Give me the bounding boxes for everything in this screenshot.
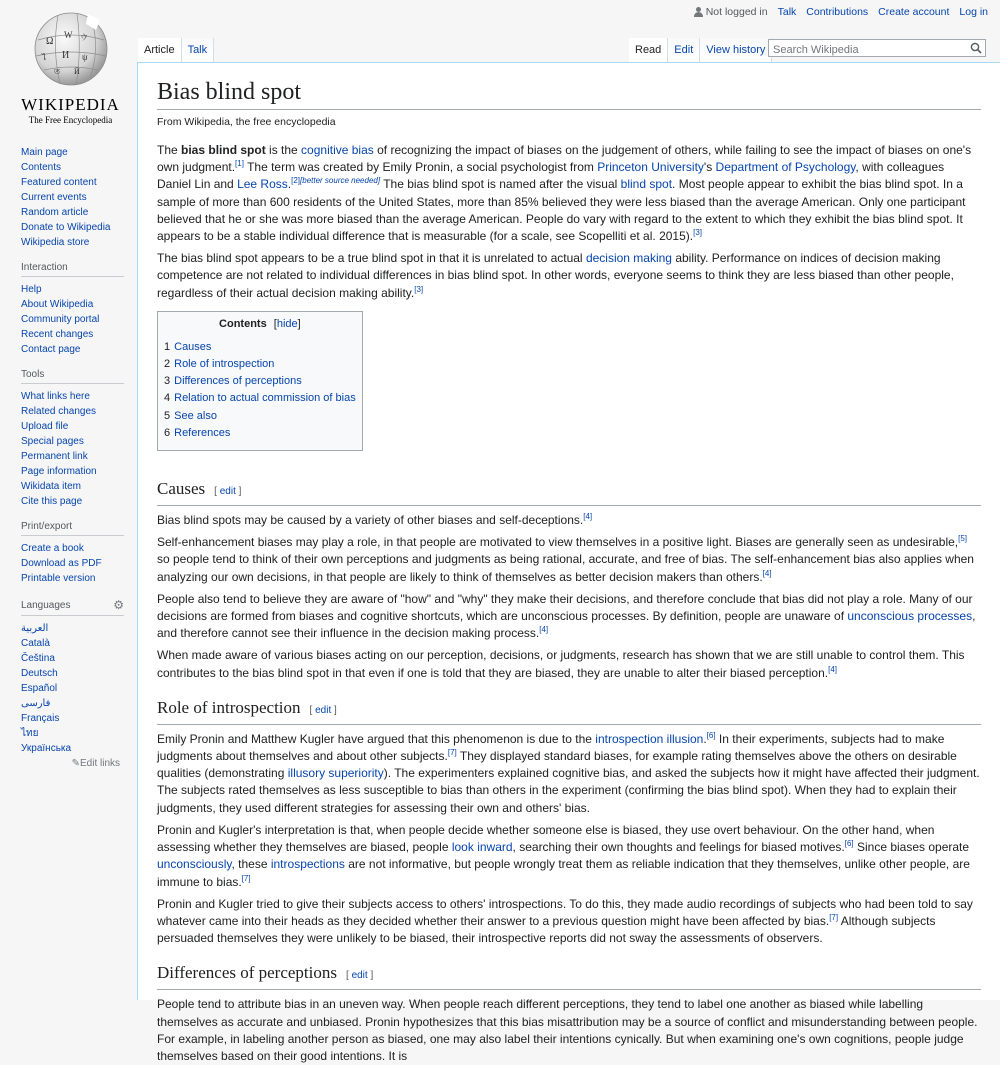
ref-2[interactable]: [2] bbox=[291, 176, 301, 186]
ref-3[interactable]: [3] bbox=[414, 284, 424, 294]
article-content bbox=[137, 62, 1000, 1063]
sidebar-item-lang-de[interactable]: Deutsch bbox=[21, 668, 58, 679]
toc-hide-toggle[interactable]: hide bbox=[276, 317, 298, 330]
svg-text:ত: ত bbox=[53, 67, 60, 76]
sidebar-item-featured-content[interactable]: Featured content bbox=[21, 177, 97, 188]
wikipedia-tagline: The Free Encyclopedia bbox=[28, 115, 113, 125]
causes-paragraph-2: Self-enhancement biases may play a role, in that people are motivated to view themselves in a positive light. Biases are generally seen as undesirable,[5] so people tend to think of their own perceptions and judgments as being rational, accurate, and free of bias. The self-enhancement bias also applies when analyzing our own decisions, in that people are likely to think of themselves as better decision makers than others.[4] bbox=[157, 534, 974, 584]
search-input[interactable] bbox=[771, 43, 965, 57]
tab-talk[interactable] bbox=[182, 38, 215, 62]
ref-7[interactable]: [7] bbox=[447, 748, 457, 758]
sidebar-item-about-wikipedia[interactable]: About Wikipedia bbox=[21, 299, 94, 310]
talk-link[interactable]: Talk bbox=[777, 6, 797, 18]
introspection-paragraph-1: Emily Pronin and Matthew Kugler have argued that this phenomenon is due to the introspection illusion.[6] In their experiments, subjects had to make judgments about themselves and about other subjects.[7] They displayed standard biases, for example rating themselves above the others on desirable qualities (demonstrating illusory superiority). The experimenters explained cognitive bias, and asked the subjects how it might have affected their judgment. The subjects rated themselves as less susceptible to bias than others in the experiment (confirming the bias blind spot). When they had to explain their judgments, they used different strategies for assessing their own and others' bias. bbox=[157, 730, 980, 815]
tab-talk-label: Talk bbox=[187, 44, 208, 56]
sidebar-item-related-changes[interactable]: Related changes bbox=[21, 406, 97, 417]
log-in-link[interactable]: Log in bbox=[959, 6, 988, 18]
ref-5[interactable]: [5] bbox=[958, 534, 968, 544]
sidebar-item-cite-this-page[interactable]: Cite this page bbox=[21, 496, 83, 507]
ref-4[interactable]: [4] bbox=[828, 664, 837, 674]
sidebar-item-upload-file[interactable]: Upload file bbox=[21, 421, 69, 432]
sidebar-item-wikidata-item[interactable]: Wikidata item bbox=[21, 481, 82, 492]
sidebar-item-lang-uk[interactable]: Українська bbox=[21, 743, 72, 754]
tab-edit[interactable] bbox=[668, 38, 700, 62]
ref-4[interactable]: [4] bbox=[583, 512, 593, 522]
interaction-portal bbox=[21, 262, 124, 357]
sidebar-item-lang-th[interactable]: ไทย bbox=[21, 728, 39, 739]
toc-item-see-also[interactable]: 5 See also bbox=[164, 409, 217, 422]
link-unconscious-processes[interactable]: unconscious processes bbox=[847, 609, 973, 624]
sidebar-item-contents[interactable]: Contents bbox=[21, 162, 62, 173]
sidebar-item-lang-ar[interactable]: العربية bbox=[21, 623, 49, 634]
link-introspection-illusion[interactable]: introspection illusion bbox=[595, 731, 704, 746]
introspection-paragraph-3: Pronin and Kugler tried to give their subjects access to others' introspections. To do this, they made audio recordings of subjects who had been told to say whatever came into their heads as they decided whether their answer to a previous question might have been affected by bias.[7] Although subjects persuaded themselves they were unlikely to be biased, their introspective reports did not sway the assessments of observers. bbox=[157, 896, 973, 946]
sidebar-item-lang-fr[interactable]: Français bbox=[21, 713, 60, 724]
print-export-portal bbox=[21, 521, 124, 586]
section-heading-causes: Causes [ edit ] bbox=[157, 477, 981, 506]
tab-read[interactable] bbox=[629, 38, 668, 62]
link-decision-making[interactable]: decision making bbox=[585, 251, 672, 266]
svg-text:Й: Й bbox=[73, 67, 80, 76]
link-cognitive-bias[interactable]: cognitive bias bbox=[301, 143, 374, 157]
toc-item-relation-to-bias[interactable]: 4 Relation to actual commission of bias bbox=[164, 392, 356, 405]
languages-heading-label: Languages bbox=[21, 599, 71, 611]
ref-4[interactable]: [4] bbox=[762, 568, 772, 578]
svg-text:И: И bbox=[61, 50, 69, 61]
ref-7[interactable]: [7] bbox=[829, 912, 839, 922]
edit-links-label: Edit links bbox=[79, 758, 120, 769]
print-export-heading: Print/export bbox=[21, 521, 124, 536]
sidebar-item-special-pages[interactable]: Special pages bbox=[21, 436, 84, 447]
ref-1[interactable]: [1] bbox=[235, 159, 244, 169]
causes-paragraph-4: When made aware of various biases acting on our perception, decisions, or judgments, research has shown that we are still unable to control them. This contributes to the bias blind spot in that even if one is told that they are biased, they are unable to alter their biased perception.[4] bbox=[157, 648, 965, 680]
personal-tools bbox=[694, 6, 988, 18]
link-department-of-psychology[interactable]: Department of Psychology bbox=[715, 160, 856, 175]
create-account-link[interactable]: Create account bbox=[878, 6, 950, 18]
not-logged-in-label: Not logged in bbox=[705, 6, 768, 18]
table-of-contents bbox=[157, 311, 363, 451]
ref-3[interactable]: [3] bbox=[693, 228, 702, 238]
interaction-heading: Interaction bbox=[21, 262, 124, 277]
link-princeton-university[interactable]: Princeton University bbox=[597, 160, 704, 175]
sidebar-item-wikipedia-store[interactable]: Wikipedia store bbox=[21, 237, 90, 248]
puzzle-globe-icon bbox=[30, 10, 112, 88]
sidebar-item-random-article[interactable]: Random article bbox=[21, 207, 89, 218]
sidebar-item-lang-cs[interactable]: Čeština bbox=[21, 653, 55, 664]
gear-icon[interactable]: ⚙ bbox=[113, 598, 124, 612]
causes-paragraph-3: People also tend to believe they are aware of "how" and "why" they make their decisions, and therefore conclude that bias did not play a role. Many of our decisions are formed from biases and cognitive shortcuts, which are unconscious processes. By definition, people are unaware of unconscious processes, and therefore cannot see their influence in the decision making process.[4] bbox=[157, 591, 976, 641]
sidebar-item-printable-version[interactable]: Printable version bbox=[21, 573, 96, 584]
search-box bbox=[768, 39, 986, 57]
tab-view-history-label: View history bbox=[706, 44, 766, 56]
sidebar-item-what-links-here[interactable]: What links here bbox=[21, 391, 90, 402]
languages-heading bbox=[21, 598, 124, 616]
languages-portal bbox=[21, 598, 124, 769]
user-icon bbox=[694, 7, 703, 17]
better-source-needed[interactable]: [better source needed] bbox=[300, 176, 381, 186]
sidebar-item-create-a-book[interactable]: Create a book bbox=[21, 543, 84, 554]
sidebar-item-community-portal[interactable]: Community portal bbox=[21, 314, 100, 325]
wikipedia-logo[interactable] bbox=[18, 10, 123, 125]
view-tabs bbox=[629, 38, 772, 62]
sidebar bbox=[0, 135, 136, 769]
link-lee-ross[interactable]: Lee Ross bbox=[237, 177, 288, 192]
pencil-icon: ✎ bbox=[71, 758, 80, 769]
navigation-list bbox=[21, 145, 124, 250]
toc-item-differences-of-perceptions[interactable]: 3 Differences of perceptions bbox=[164, 375, 302, 388]
link-unconsciously[interactable]: unconsciously bbox=[157, 857, 232, 872]
intro-paragraph-1: The bias blind spot is the cognitive bias of recognizing the impact of biases on the judgement of others, while failing to see the impact of biases on one's own judgment.[1] The term was created by Emily Pronin, a social psychologist from Princeton University's Department of Psychology, with colleagues Daniel Lin and Lee Ross.[2][better source needed] The bias blind spot is named after the visual blind spot. Most people appear to exhibit the bias blind spot. In a sample of more than 600 residents of the United States, more than 85% believed they were less biased than the average American. Only one participant believed that he or she was more biased than the average American. People do vary with regard to the extent to which they exhibit the bias blind spot. It appears to be a stable individual difference that is measurable (for a scale, see Scopelliti et al. 2015).[3] bbox=[157, 143, 972, 244]
toc-heading: Contents bbox=[219, 317, 267, 330]
edit-section-introspection[interactable]: edit bbox=[315, 704, 332, 716]
link-blind-spot[interactable]: blind spot bbox=[620, 177, 673, 192]
tab-edit-label: Edit bbox=[674, 44, 694, 56]
navigation-portal bbox=[21, 145, 124, 250]
tab-article-label: Article bbox=[144, 44, 175, 56]
sidebar-item-download-pdf[interactable]: Download as PDF bbox=[21, 558, 102, 569]
edit-section-differences[interactable]: edit bbox=[351, 970, 368, 982]
contributions-link[interactable]: Contributions bbox=[806, 6, 869, 18]
svg-text:W: W bbox=[63, 30, 72, 40]
tab-article[interactable] bbox=[138, 38, 182, 62]
svg-text:ไ: ไ bbox=[41, 53, 46, 62]
intro-paragraph-2: The bias blind spot appears to be a true blind spot in that it is unrelated to actual decision making ability. Performance on indices of decision making competence are not related to individual differences in bias blind spot. In other words, everyone seems to think they are less biased than other people, regardless of their actual decision making ability.[3] bbox=[157, 251, 954, 300]
edit-section-causes[interactable]: edit bbox=[219, 486, 236, 498]
page-title: Bias blind spot bbox=[157, 77, 981, 110]
search-icon[interactable] bbox=[970, 42, 982, 54]
link-look-inward[interactable]: look inward bbox=[451, 840, 513, 855]
site-subtitle: From Wikipedia, the free encyclopedia bbox=[157, 116, 336, 128]
tools-heading: Tools bbox=[21, 369, 124, 384]
introspection-paragraph-2: Pronin and Kugler's interpretation is that, when people decide whether someone else is biased, they use overt behaviour. On the other hand, when assessing whether they themselves are biased, people look inward, searching their own thoughts and feelings for biased motives.[6] Since biases operate unconsciously, these introspections are not informative, but people wrongly treat them as reliable indication that they themselves, unlike other people, are immune to bias.[7] bbox=[157, 822, 970, 889]
toc-item-role-of-introspection[interactable]: 2 Role of introspection bbox=[164, 358, 275, 371]
toc-item-references[interactable]: 6 References bbox=[164, 426, 231, 439]
ref-6[interactable]: [6] bbox=[706, 730, 716, 740]
tab-view-history[interactable] bbox=[700, 38, 772, 62]
ref-7[interactable]: [7] bbox=[241, 873, 251, 883]
sidebar-item-page-information[interactable]: Page information bbox=[21, 466, 97, 477]
svg-text:ψ: ψ bbox=[81, 52, 88, 62]
wikipedia-wordmark: WIKIPEDIA bbox=[21, 95, 120, 114]
toc-title: Contents [hide] bbox=[219, 317, 301, 330]
namespace-tabs bbox=[138, 38, 214, 62]
ref-6[interactable]: [6] bbox=[844, 839, 854, 849]
sidebar-item-current-events[interactable]: Current events bbox=[21, 192, 87, 203]
sidebar-item-main-page[interactable]: Main page bbox=[21, 147, 68, 158]
sidebar-item-recent-changes[interactable]: Recent changes bbox=[21, 329, 94, 340]
causes-paragraph-1: Bias blind spots may be caused by a variety of other biases and self-deceptions.[4] bbox=[157, 512, 593, 528]
not-logged-in-status bbox=[694, 6, 768, 18]
tools-portal bbox=[21, 369, 124, 509]
sidebar-item-lang-es[interactable]: Español bbox=[21, 683, 58, 694]
sidebar-item-lang-ca[interactable]: Català bbox=[21, 638, 50, 649]
edit-links[interactable] bbox=[21, 758, 120, 769]
toc-item-causes[interactable]: 1 Causes bbox=[164, 340, 212, 353]
sidebar-item-lang-fa[interactable]: فارسی bbox=[21, 698, 51, 709]
link-illusory-superiority[interactable]: illusory superiority bbox=[287, 766, 384, 781]
sidebar-item-donate[interactable]: Donate to Wikipedia bbox=[21, 222, 111, 233]
svg-text:Ω: Ω bbox=[45, 36, 53, 47]
link-introspections[interactable]: introspections bbox=[270, 857, 345, 872]
section-heading-role-of-introspection: Role of introspection [ edit ] bbox=[157, 696, 981, 725]
ref-4[interactable]: [4] bbox=[539, 625, 549, 635]
svg-text:ウ: ウ bbox=[79, 33, 88, 42]
tab-read-label: Read bbox=[635, 44, 662, 56]
sidebar-item-permanent-link[interactable]: Permanent link bbox=[21, 451, 88, 462]
section-heading-differences-of-perceptions: Differences of perceptions [ edit ] bbox=[157, 961, 981, 990]
differences-paragraph-1: People tend to attribute bias in an uneven way. When people reach different perceptions, they tend to label one another as biased while labelling themselves as accurate and unbiased. Pronin hypothesizes that this bias misattribution may be a source of conflict and misunderstanding between people. For example, in labeling another person as biased, one may also label their intentions cynically. But when examining one's own cognitions, people judge themselves based on their good intentions. It is bbox=[157, 997, 978, 1063]
sidebar-item-contact-page[interactable]: Contact page bbox=[21, 344, 81, 355]
sidebar-item-help[interactable]: Help bbox=[21, 284, 42, 295]
